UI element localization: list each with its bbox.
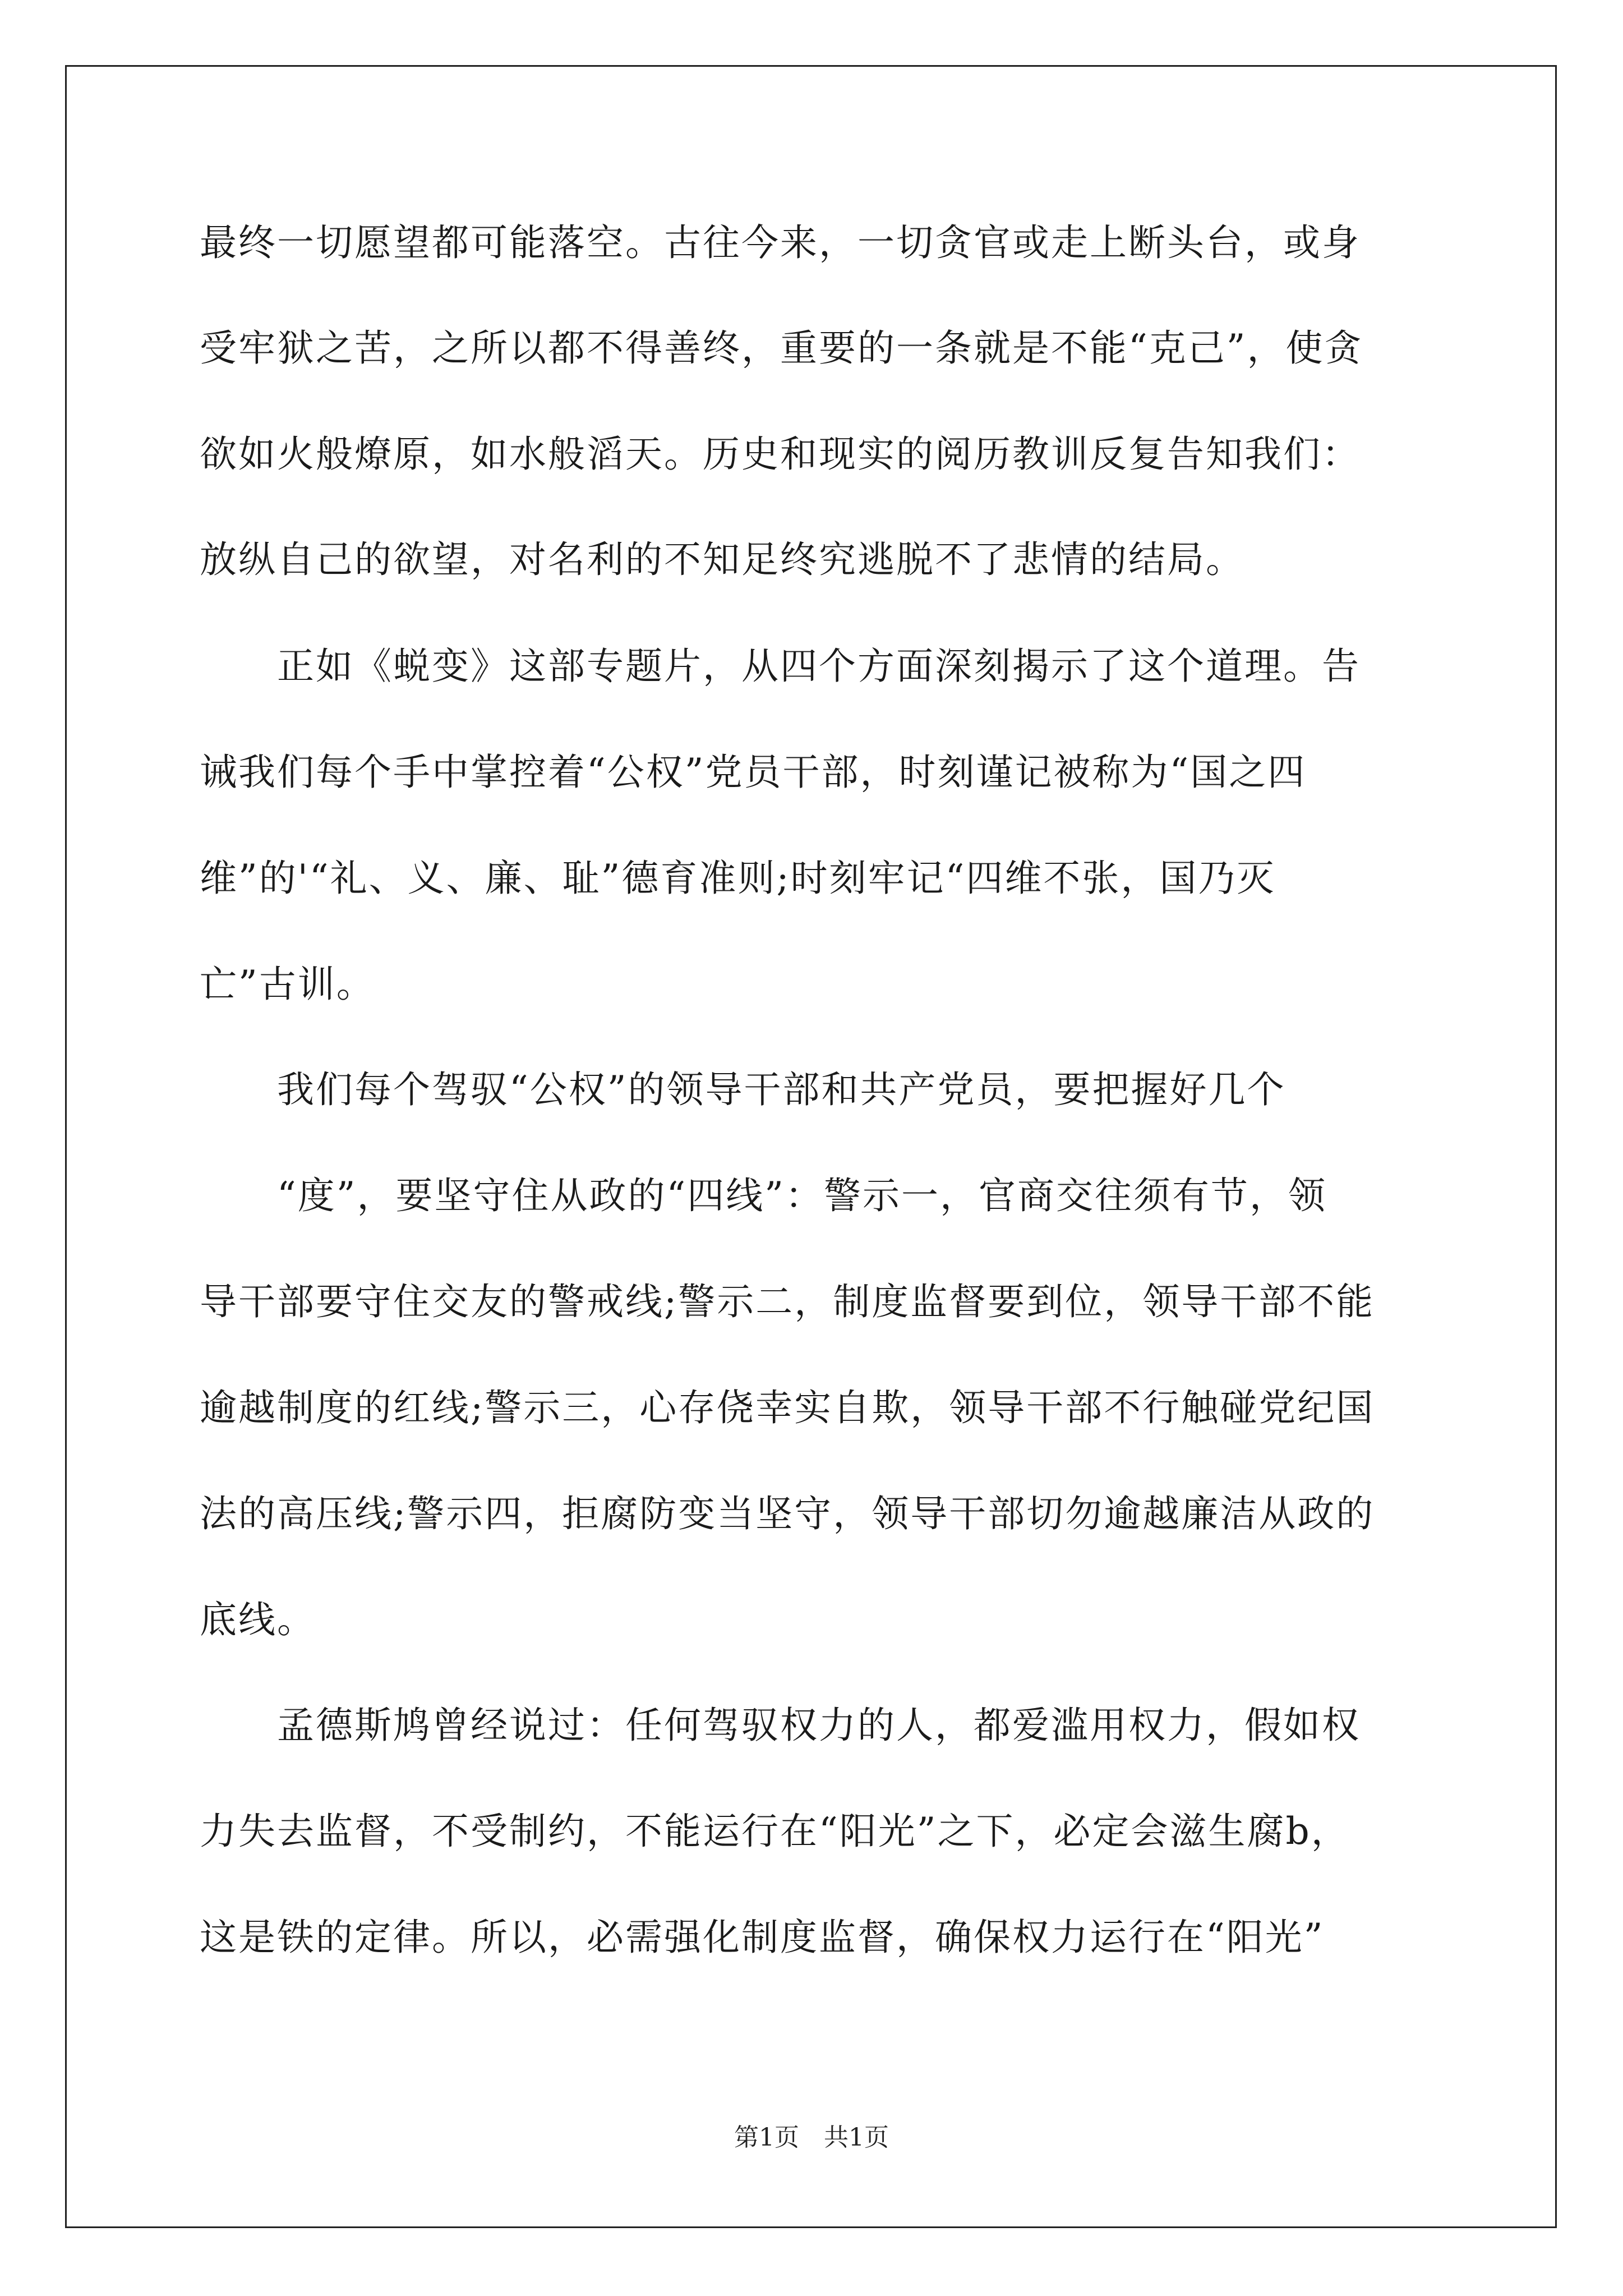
text-line: 欲如火般燎原，如水般滔天。历史和现实的阅历教训反复告知我们： bbox=[200, 432, 1361, 476]
text-line: 逾越制度的红线;警示三，心存侥幸实自欺，领导干部不行触碰党纪国 bbox=[200, 1386, 1375, 1429]
text-line: 导干部要守住交友的警戒线;警示二，制度监督要到位，领导干部不能 bbox=[200, 1280, 1375, 1323]
text-line: 法的高压线;警示四，拒腐防变当坚守，领导干部切勿逾越廉洁从政的 bbox=[200, 1492, 1375, 1535]
text-line: 这是铁的定律。所以，必需强化制度监督，确保权力运行在“阳光” bbox=[200, 1916, 1325, 1959]
text-line: 力失去监督，不受制约，不能运行在“阳光”之下，必定会滋生腐b， bbox=[200, 1810, 1350, 1853]
text-line: 我们每个驾驭“公权”的领导干部和共产党员，要把握好几个 bbox=[200, 1068, 1286, 1111]
text-line: 底线。 bbox=[200, 1598, 316, 1641]
text-line: 受牢狱之苦，之所以都不得善终，重要的一条就是不能“克己”，使贪 bbox=[200, 326, 1363, 370]
text-line: 放纵自己的欲望，对名利的不知足终究逃脱不了悲情的结局。 bbox=[200, 538, 1244, 581]
page-footer: 第1页 共1页 bbox=[734, 2123, 889, 2152]
text-line: “度”，要坚守住从政的“四线”：警示一，官商交往须有节，领 bbox=[200, 1174, 1327, 1217]
text-line: 正如《蜕变》这部专题片，从四个方面深刻揭示了这个道理。告 bbox=[200, 645, 1361, 688]
page-border bbox=[65, 65, 1557, 2228]
text-line: 最终一切愿望都可能落空。古往今来，一切贪官或走上断头台，或身 bbox=[200, 221, 1361, 264]
text-line: 诫我们每个手中掌控着“公权”党员干部，时刻谨记被称为“国之四 bbox=[200, 751, 1307, 794]
text-line: 亡”古训。 bbox=[200, 963, 375, 1006]
text-line: 维”的'“礼、义、廉、耻”德育准则;时刻牢记“四维不张，国乃灭 bbox=[200, 857, 1276, 900]
text-line: 孟德斯鸠曾经说过：任何驾驭权力的人，都爱滥用权力，假如权 bbox=[200, 1704, 1361, 1747]
